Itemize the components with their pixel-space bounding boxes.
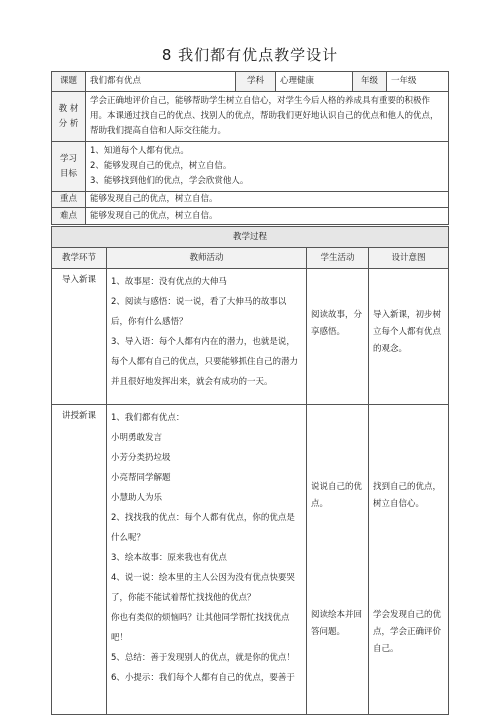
grade-label: 年级 xyxy=(353,72,387,92)
teacher-activity-line: 3、绘本故事：原来我也有优点 xyxy=(111,552,227,563)
subject-value: 心理健康 xyxy=(276,72,353,92)
process-column-header-row xyxy=(52,248,449,269)
objectives-list xyxy=(86,142,449,192)
student-activity-text: 说说自己的优点。 xyxy=(311,482,363,509)
page-title: 8 我们都有优点教学设计 xyxy=(161,46,339,64)
objectives-row xyxy=(52,142,449,192)
topic-row xyxy=(52,72,449,92)
teaching-process-table xyxy=(51,226,449,715)
main-design-intent xyxy=(369,405,449,715)
analysis-label-line-2: 分 析 xyxy=(58,118,79,129)
teacher-activity-line: 小芳分类扔垃圾 xyxy=(111,452,171,463)
analysis-text: 学会正确地评价自己，能够帮助学生树立自信心，对学生今后人格的养成具有重要的积极作用。本课通过找自己的优点、找别人的优点，帮助我们更好地认识自己的优点和他人的优点，帮助我们提高自信和人际交往能力。 xyxy=(86,92,449,142)
student-activity-text: 阅读绘本并回答问题。 xyxy=(311,610,363,637)
subject-label: 学科 xyxy=(236,72,276,92)
objectives-label-line-2: 目标 xyxy=(59,168,77,179)
topic-label: 课题 xyxy=(52,72,86,92)
difficulty-row xyxy=(52,208,449,225)
teacher-activity-line: 1、故事屋：没有优点的大伸马 xyxy=(111,277,227,287)
analysis-row xyxy=(52,92,449,142)
difficulty-label: 难点 xyxy=(52,208,86,225)
teacher-activity-line: 2、找找我的优点：每个人都有优点，你的优点是什么呢？ xyxy=(111,512,295,543)
column-header-student: 学生活动 xyxy=(307,248,369,269)
design-intent-text: 导入新课，初步树立每个人都有优点的观念。 xyxy=(373,310,442,354)
design-intent-text: 找到自己的优点，树立自信心。 xyxy=(373,482,442,509)
main-student-activity xyxy=(307,405,369,715)
teacher-activity-line: 4、说一说：绘本里的主人公因为没有优点快要哭了，你能不能试着帮忙找找他的优点？ xyxy=(111,572,295,603)
analysis-label xyxy=(52,92,86,142)
design-intent-text: 学会发现自己的优点，学会正确评价自己。 xyxy=(373,610,442,654)
process-banner-row xyxy=(52,227,449,248)
main-stage-row xyxy=(52,405,449,715)
column-header-teacher: 教师活动 xyxy=(107,248,307,269)
key-point-text: 能够发现自己的优点，树立自信。 xyxy=(86,192,449,208)
teacher-activity-line: 3、导入语：每个人都有内在的潜力，也就是说，每个人都有自己的优点，只要能够抓住自己的潜力并且很好地发挥出来，就会有成功的一天。 xyxy=(111,336,299,387)
teacher-activity-line: 5、总结：善于发现别人的优点，就是你的优点！ xyxy=(111,652,295,663)
analysis-label-line-1: 教 材 xyxy=(58,103,79,114)
process-banner: 教学过程 xyxy=(52,227,449,248)
teacher-activity-line: 小明勇敢发言 xyxy=(111,432,163,443)
main-teacher-activity xyxy=(107,405,307,715)
teacher-activity-line: 小亮帮同学解题 xyxy=(111,472,171,483)
objective-item: 3、能够找到他们的优点，学会欣赏他人。 xyxy=(90,175,249,186)
lesson-info-table xyxy=(51,71,449,225)
teacher-activity-line: 2、阅读与感悟：说一说，看了大伸马的故事以后，你有什么感悟？ xyxy=(111,296,287,327)
objectives-label xyxy=(52,142,86,192)
column-header-intent: 设计意图 xyxy=(369,248,449,269)
intro-teacher-activity xyxy=(107,269,307,405)
main-stage-label: 讲授新课 xyxy=(52,405,107,715)
key-point-row xyxy=(52,192,449,208)
objectives-label-line-1: 学习 xyxy=(59,153,77,164)
intro-student-activity xyxy=(307,269,369,405)
intro-stage-row xyxy=(52,269,449,405)
intro-stage-label: 导入新课 xyxy=(52,269,107,405)
key-point-label: 重点 xyxy=(52,192,86,208)
student-activity-text: 阅读故事，分享感悟。 xyxy=(311,310,363,337)
intro-design-intent xyxy=(369,269,449,405)
teacher-activity-line: 你也有类似的烦恼吗？让其他同学帮忙找找优点吧！ xyxy=(111,612,290,643)
objective-item: 1、知道每个人都有优点。 xyxy=(90,146,189,157)
difficulty-text: 能够发现自己的优点，树立自信。 xyxy=(86,208,449,225)
column-header-stage: 教学环节 xyxy=(52,248,107,269)
teacher-activity-line: 6、小提示：我们每个人都有自己的优点，要善于 xyxy=(111,672,295,683)
objective-item: 2、能够发现自己的优点，树立自信。 xyxy=(90,161,232,172)
teacher-activity-line: 1、我们都有优点： xyxy=(111,413,185,423)
topic-value: 我们都有优点 xyxy=(86,72,236,92)
grade-value: 一年级 xyxy=(387,72,449,92)
teacher-activity-line: 小慧助人为乐 xyxy=(111,492,163,503)
